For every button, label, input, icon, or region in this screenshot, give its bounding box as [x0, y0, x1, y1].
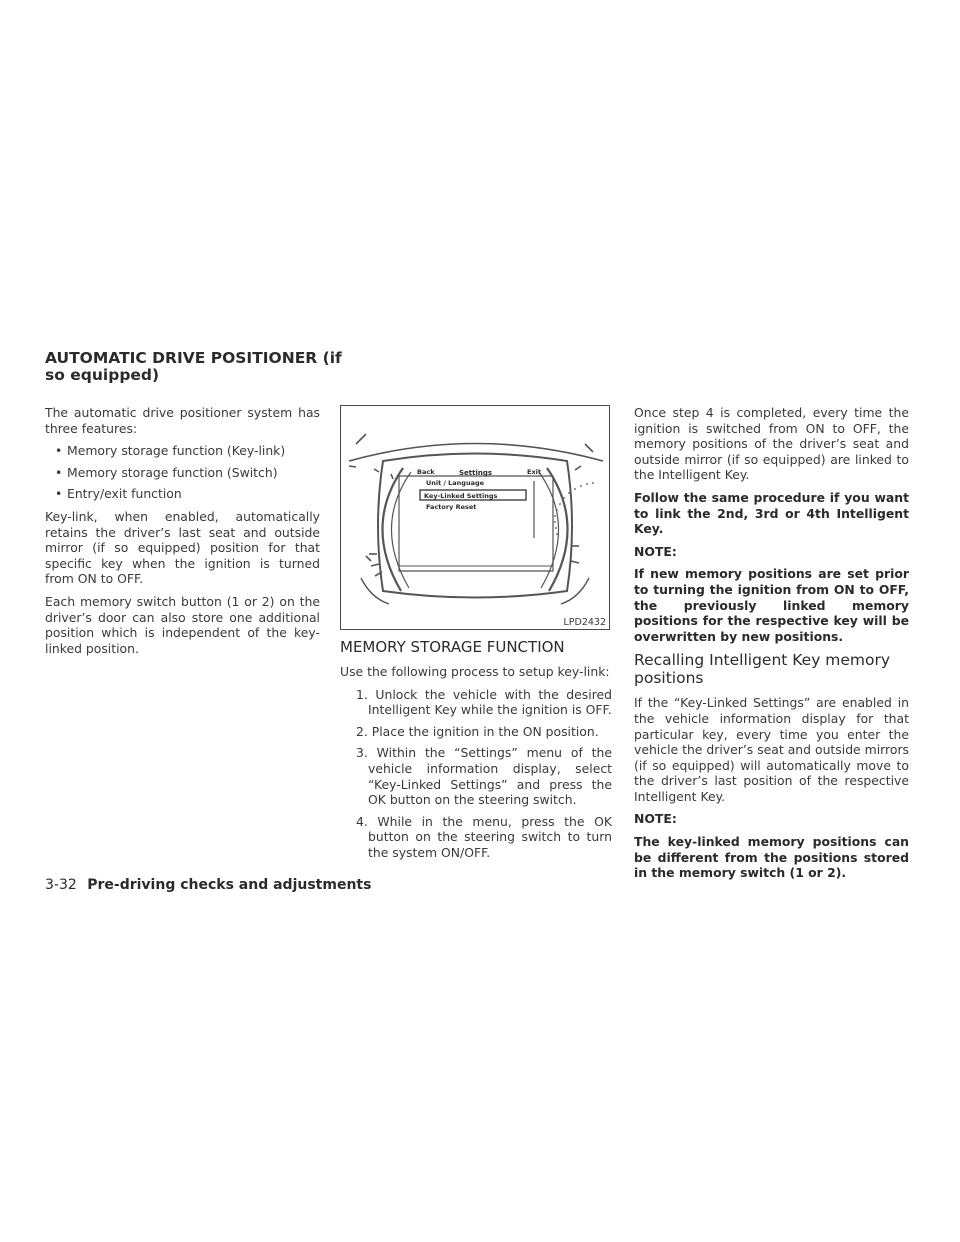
column-1	[45, 405, 320, 663]
setup-steps	[340, 687, 612, 861]
feature-list	[45, 443, 320, 502]
menu-settings-label: Settings	[459, 469, 493, 477]
menu-back-label: Back	[417, 468, 435, 476]
list-item: 3. Within the “Settings” menu of the vehicle information display, select “Key-Linked Settings” and press the OK button on the steering switch.	[356, 745, 612, 808]
instrument-cluster-figure	[340, 405, 610, 630]
key-linked-difference-note: The key-linked memory positions can be different from the positions stored in the memory switch (1 or 2).	[634, 834, 909, 881]
list-item: 4. While in the menu, press the OK button on the steering switch to turn the system ON/OFF.	[356, 813, 612, 860]
figure-code: LPD2432	[563, 617, 606, 628]
menu-item-factory-reset: Factory Reset	[426, 503, 477, 511]
page-footer	[45, 877, 371, 893]
recall-paragraph: If the “Key-Linked Settings” are enabled in the vehicle information display for that particular key, every time you enter the vehicle the driver’s seat and outside mirrors (if so equipped) will automatically move to the driver’s last position of the respective Intelligent Key.	[634, 695, 909, 804]
intro-paragraph: The automatic drive positioner system has three features:	[45, 405, 320, 436]
section-title: AUTOMATIC DRIVE POSITIONER (if so equipped)	[45, 349, 342, 384]
recalling-heading: Recalling Intelligent Key memory positions	[634, 651, 891, 688]
column-3	[634, 405, 909, 888]
column-2	[340, 638, 612, 867]
list-item: 1. Unlock the vehicle with the desired Intelligent Key while the ignition is OFF.	[356, 686, 612, 718]
menu-item-key-linked-settings: Key-Linked Settings	[424, 492, 498, 500]
chapter-title: Pre-driving checks and adjustments	[87, 877, 372, 893]
list-item: • Entry/exit function	[45, 486, 320, 502]
additional-key-note: Follow the same procedure if you want to link the 2nd, 3rd or 4th Intelligent Key.	[634, 489, 909, 537]
list-item: • Memory storage function (Switch)	[45, 465, 320, 481]
page-number: 3-32	[45, 877, 77, 893]
key-link-paragraph: Key-link, when enabled, automatically retains the driver’s last seat and outside mirror (if so equipped) position for that specific key when the ignition is turned from ON to OFF.	[45, 508, 320, 587]
list-item: 2. Place the ignition in the ON position.	[356, 723, 599, 739]
setup-intro: Use the following process to setup key-link:	[340, 664, 610, 679]
note-label: NOTE:	[634, 543, 677, 559]
memory-storage-heading: MEMORY STORAGE FUNCTION	[340, 638, 565, 656]
memory-switch-paragraph: Each memory switch button (1 or 2) on the driver’s door can also store one additional position which is independent of the key-linked position.	[45, 593, 320, 656]
cluster-illustration	[341, 406, 609, 629]
linking-paragraph: Once step 4 is completed, every time the ignition is switched from ON to OFF, the memory positions of the driver’s seat and outside mirror (if so equipped) are linked to the Intelligent Key.	[634, 405, 909, 483]
overwrite-note: If new memory positions are set prior to turning the ignition from ON to OFF, the previously linked memory positions for the respective key will be overwritten by new positions.	[634, 566, 909, 644]
note-label: NOTE:	[634, 811, 677, 827]
menu-item-unit-language: Unit / Language	[426, 479, 485, 487]
menu-exit-label: Exit	[527, 468, 541, 476]
list-item: • Memory storage function (Key-link)	[45, 443, 320, 459]
